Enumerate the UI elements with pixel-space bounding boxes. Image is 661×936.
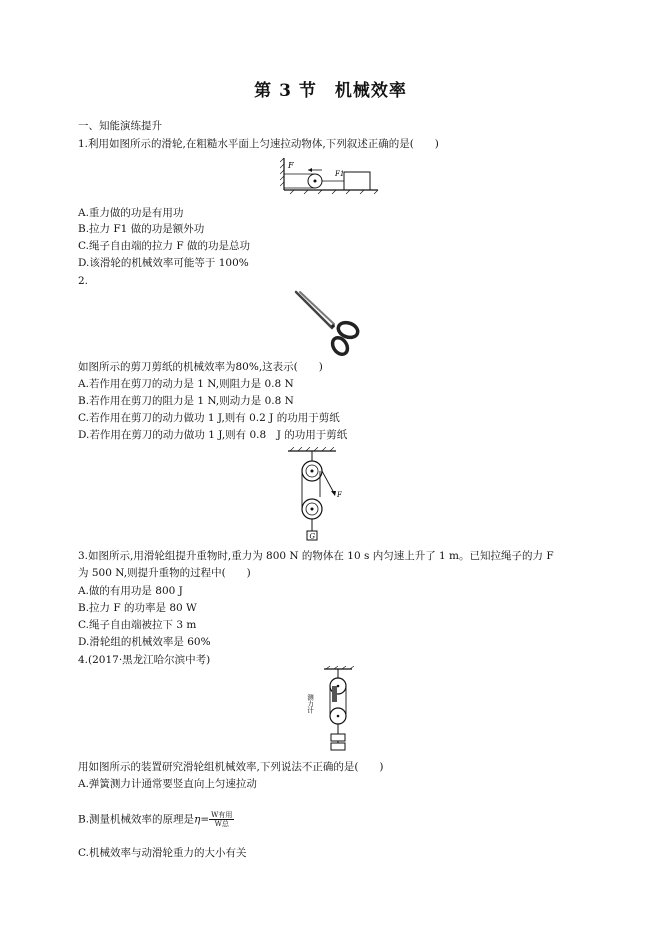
q1-fig-label-f: F — [288, 161, 294, 170]
q1-fig-label-f1: F1 — [335, 170, 345, 178]
q3-option-c: C.绳子自由端被拉下 3 m — [78, 619, 197, 631]
eta-symbol: η= — [194, 813, 210, 826]
fraction-denominator: W总 — [214, 820, 229, 828]
efficiency-fraction — [209, 811, 234, 828]
q3-fig-label-f: F — [337, 491, 342, 499]
q1-stem: 1.利用如图所示的滑轮,在粗糙水平面上匀速拉动物体,下列叙述正确的是( ) — [78, 138, 439, 150]
q1-pulley-figure — [280, 156, 380, 196]
q2-option-a: A.若作用在剪刀的动力是 1 N,则阻力是 0.8 N — [78, 378, 294, 390]
q3-fig-label-g: G — [309, 532, 316, 541]
q1-option-a: A.重力做的功是有用功 — [78, 207, 184, 219]
q3-option-a: A.做的有用功是 800 J — [78, 585, 183, 597]
section-heading: 一、知能演练提升 — [78, 120, 162, 132]
q1-option-c: C.绳子自由端的拉力 F 做的功是总功 — [78, 240, 250, 252]
q3-pulley-block-figure — [286, 447, 346, 545]
q2-option-c: C.若作用在剪刀的动力做功 1 J,则有 0.2 J 的功用于剪纸 — [78, 412, 340, 424]
q4-option-a: A.弹簧测力计通常要竖直向上匀速拉动 — [78, 778, 257, 790]
page-title: 第 3 节 机械效率 — [254, 81, 407, 101]
q3-option-d: D.滑轮组的机械效率是 60% — [78, 636, 211, 648]
scissors-figure — [292, 290, 367, 358]
q3-stem-line1: 3.如图所示,用滑轮组提升重物时,重力为 800 N 的物体在 10 s 内匀速上升了 1 m。已知拉绳子的力 F — [78, 550, 554, 562]
fraction-numerator: W有用 — [211, 811, 233, 819]
q4-option-b — [78, 811, 234, 828]
q2-stem: 如图所示的剪刀剪纸的机械效率为80%,这表示( ) — [78, 361, 323, 373]
q2-option-d: D.若作用在剪刀的动力做功 1 J,则有 0.8 J 的功用于剪纸 — [78, 429, 348, 441]
q1-option-b: B.拉力 F1 做的功是额外功 — [78, 223, 205, 235]
q4-option-b-prefix: B.测量机械效率的原理是 — [78, 813, 195, 826]
q3-stem-line2: 为 500 N,则提升重物的过程中( ) — [78, 567, 251, 579]
q4-option-c: C.机械效率与动滑轮重力的大小有关 — [78, 847, 247, 859]
q3-option-b: B.拉力 F 的功率是 80 W — [78, 602, 197, 614]
q1-option-d: D.该滑轮的机械效率可能等于 100% — [78, 257, 249, 269]
q4-pulley-figure — [306, 666, 356, 756]
q2-option-b: B.若作用在剪刀的阻力是 1 N,则动力是 0.8 N — [78, 395, 294, 407]
q2-number: 2. — [78, 275, 89, 287]
q4-stem: 用如图所示的装置研究滑轮组机械效率,下列说法不正确的是( ) — [78, 761, 384, 773]
q4-fig-label: 测力计 — [306, 694, 314, 714]
q4-number: 4.(2017·黑龙江哈尔滨中考) — [78, 654, 211, 666]
